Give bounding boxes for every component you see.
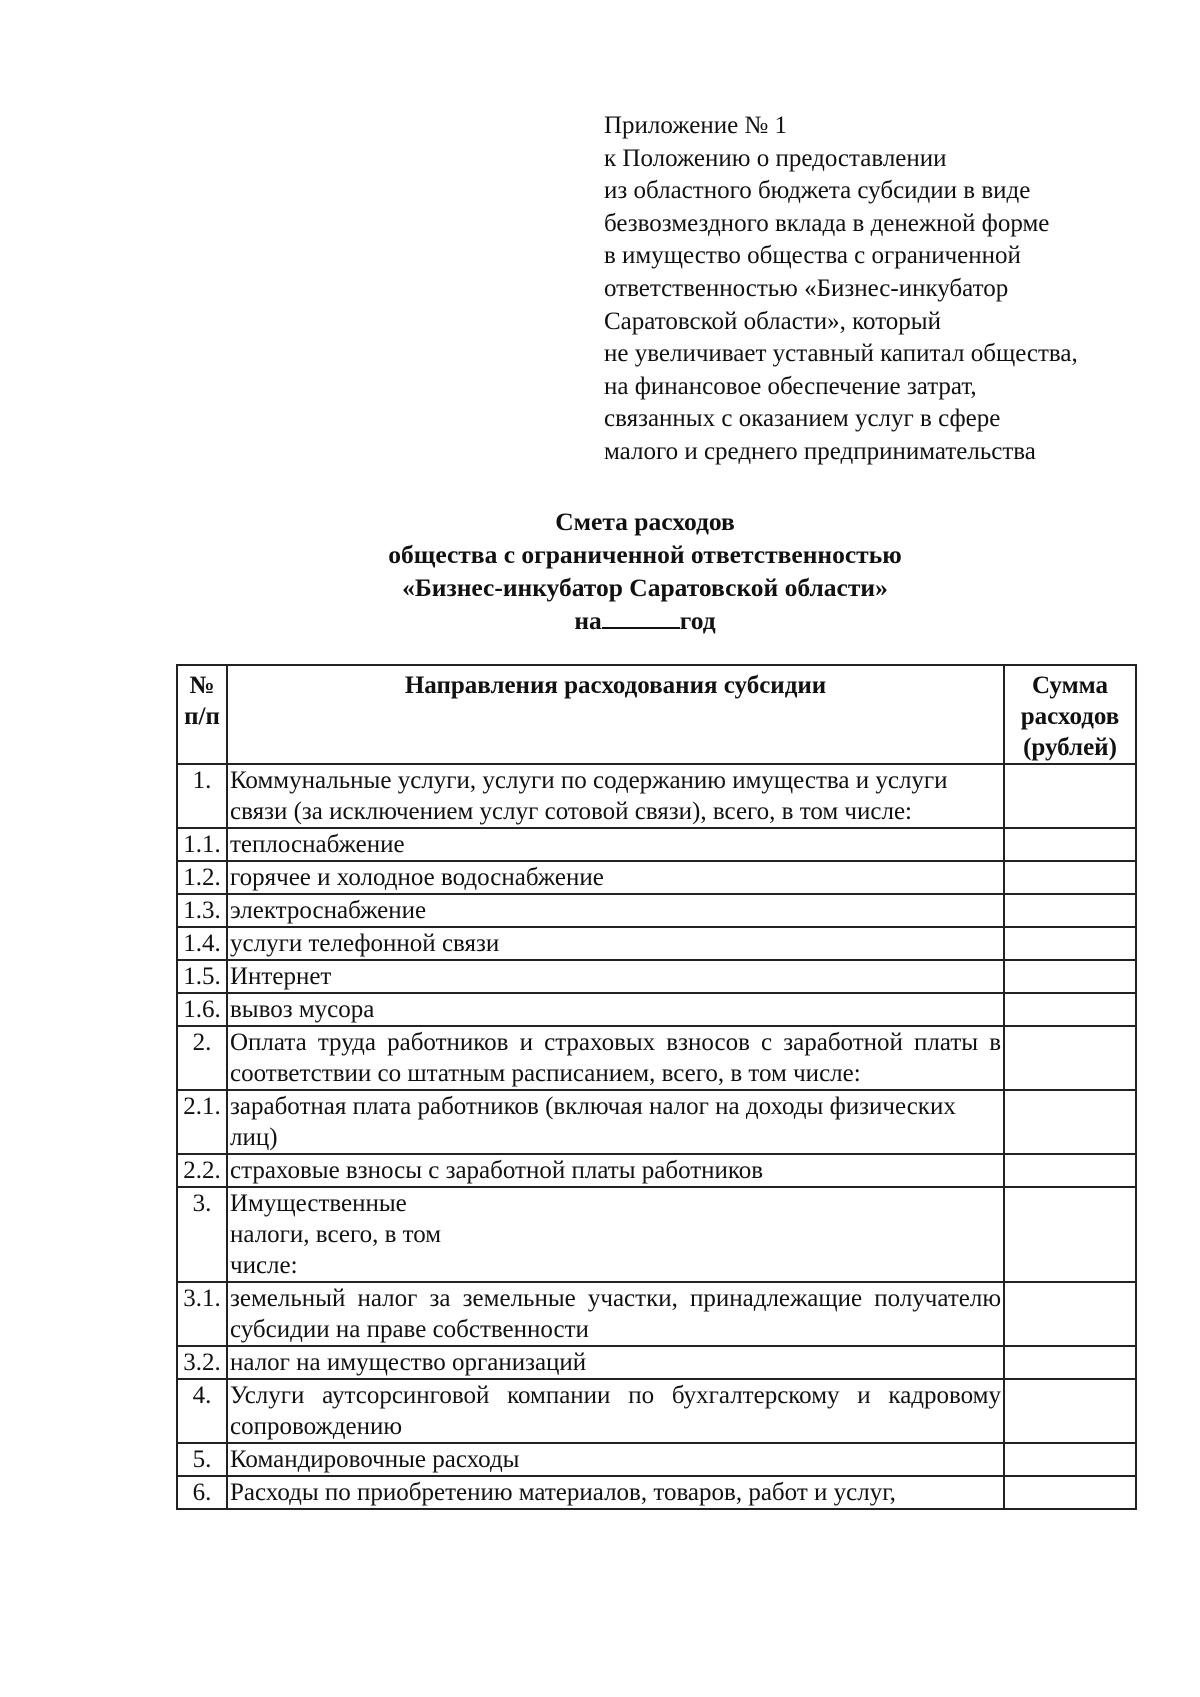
row-num: 1.4. [177,927,227,960]
document-title [0,505,1200,637]
table-row [177,1187,1136,1282]
row-num: 1.1. [177,828,227,861]
row-text: заработная плата работников (включая налог на доходы физических лиц) [227,1090,1004,1154]
row-num: 1.2. [177,861,227,894]
row-sum [1004,1346,1136,1379]
row-sum [1004,1090,1136,1154]
table-row [177,1476,1136,1509]
appendix-line: связанных с оказанием услуг в сфере [604,405,1001,433]
table-row [177,1090,1136,1154]
row-num: 1. [177,764,227,828]
title-line: общества с ограниченной ответственностью [388,540,902,569]
table-row [177,861,1136,894]
appendix-line: Приложение № 1 [604,112,788,139]
row-text: страховые взносы с заработной платы работников [227,1154,1004,1187]
table-row [177,1346,1136,1379]
appendix-line: к Положению о предоставлении [604,144,947,172]
row-text: земельный налог за земельные участки, принадлежащие получателю субсидии на праве собственности [227,1282,1004,1346]
row-text: горячее и холодное водоснабжение [227,861,1004,894]
row-text: вывоз мусора [227,993,1004,1026]
appendix-line: на финансовое обеспечение затрат, [604,372,977,400]
appendix-line: безвозмездного вклада в денежной форме [604,209,1050,237]
table-row [177,1282,1136,1346]
year-blank [602,607,680,629]
appendix-line: в имущество общества с ограниченной [604,242,1021,270]
row-text: Коммунальные услуги, услуги по содержанию имущества и услуги связи (за исключением услуг сотовой связи), всего, в том числе: [227,764,1004,828]
table-row [177,894,1136,927]
row-text: Оплата труда работников и страховых взносов с заработной платы в соответствии со штатным расписанием, всего, в том числе: [227,1026,1004,1090]
year-prefix: на [574,606,602,635]
table-row [177,764,1136,828]
row-sum [1004,1379,1136,1443]
row-sum [1004,993,1136,1026]
row-num: 4. [177,1379,227,1443]
table-row [177,927,1136,960]
year-suffix: год [679,606,716,635]
row-text: Интернет [227,960,1004,993]
header-num: № п/п [177,665,227,764]
row-num: 3. [177,1187,227,1282]
row-sum [1004,1282,1136,1346]
row-sum [1004,1187,1136,1282]
row-sum [1004,894,1136,927]
title-year-line [0,604,1200,637]
appendix-line: ответственностью «Бизнес-инкубатор [604,274,1009,302]
table-row [177,960,1136,993]
row-text: услуги телефонной связи [227,927,1004,960]
row-sum [1004,1443,1136,1476]
table-row [177,993,1136,1026]
row-sum [1004,1154,1136,1187]
row-sum [1004,927,1136,960]
appendix-header [604,110,1144,469]
row-text: Командировочные расходы [227,1443,1004,1476]
row-sum [1004,960,1136,993]
row-num: 2. [177,1026,227,1090]
row-text: теплоснабжение [227,828,1004,861]
row-text: Имущественные налоги, всего, в том числе: [227,1187,1004,1282]
table-row [177,828,1136,861]
row-sum [1004,1476,1136,1509]
appendix-line: малого и среднего предпринимательства [604,437,1036,465]
table-row [177,1154,1136,1187]
header-direction: Направления расходования субсидии [227,665,1004,764]
header-sum: Сумма расходов (рублей) [1004,665,1136,764]
row-num: 3.1. [177,1282,227,1346]
row-num: 6. [177,1476,227,1509]
table-row [177,1026,1136,1090]
row-num: 1.3. [177,894,227,927]
table-row [177,1443,1136,1476]
row-num: 2.1. [177,1090,227,1154]
row-text: электроснабжение [227,894,1004,927]
title-line: Смета расходов [555,507,735,536]
row-text: налог на имущество организаций [227,1346,1004,1379]
row-sum [1004,828,1136,861]
row-sum [1004,764,1136,828]
table-header-row [177,665,1136,764]
row-num: 1.5. [177,960,227,993]
row-num: 1.6. [177,993,227,1026]
row-num: 5. [177,1443,227,1476]
row-num: 2.2. [177,1154,227,1187]
appendix-line: из областного бюджета субсидии в виде [604,177,1031,205]
title-line: «Бизнес-инкубатор Саратовской области» [402,573,888,602]
row-num: 3.2. [177,1346,227,1379]
row-text: Услуги аутсорсинговой компании по бухгалтерскому и кадровому сопровождению [227,1379,1004,1443]
expense-table [176,664,1137,1510]
table-row [177,1379,1136,1443]
appendix-line: Саратовской области», который [604,307,941,335]
appendix-line: не увеличивает уставный капитал общества, [604,340,1078,368]
row-text: Расходы по приобретению материалов, товаров, работ и услуг, [227,1476,1004,1509]
row-sum [1004,861,1136,894]
row-sum [1004,1026,1136,1090]
